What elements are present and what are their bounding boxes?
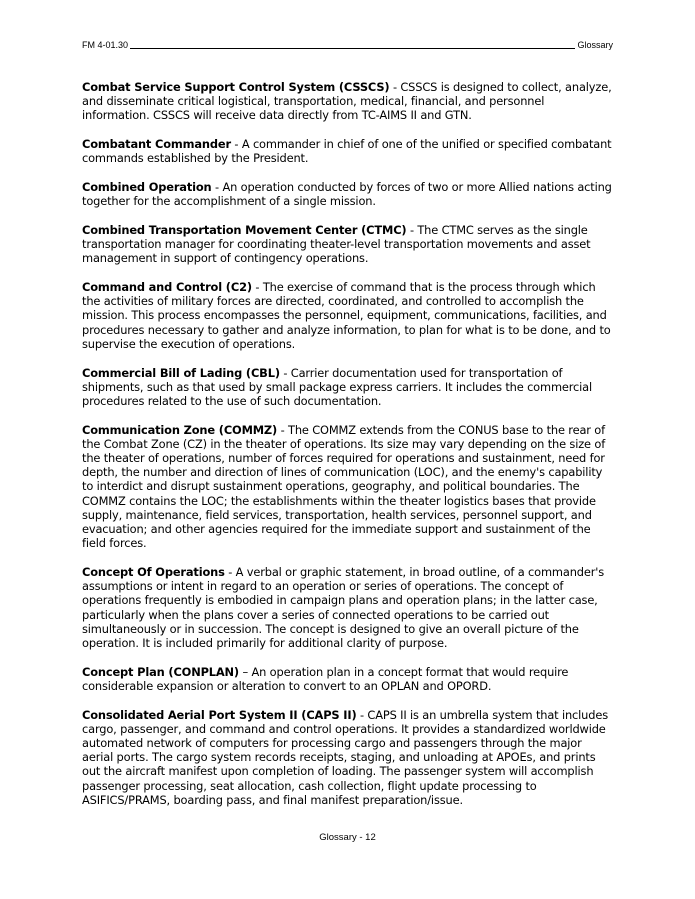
term-separator: -	[277, 422, 289, 437]
glossary-entry	[82, 665, 615, 693]
term-separator: -	[389, 80, 401, 94]
glossary-definition: An operation plan in a concept format that would require considerable expansion or alteration to convert to an OPLAN and OPORD.	[82, 664, 569, 693]
running-header	[82, 40, 613, 51]
glossary-entry	[82, 366, 615, 409]
glossary-definition: The CTMC serves as the single transportation manager for coordinating theater-level transportation movements and asset management in support of contingency operations.	[82, 222, 591, 266]
header-section-title: Glossary	[577, 40, 613, 50]
glossary-term: Combat Service Support Control System (CSSCS)	[82, 80, 390, 94]
glossary-entry	[82, 565, 615, 650]
page-number: Glossary - 12	[319, 832, 376, 843]
glossary-definition: A verbal or graphic statement, in broad outline, of a commander's assumptions or intent in regard to an operation or series of operations. The concept of operations frequently is embodied in campaign plans and operation plans; in the latter case, particularly when the plans cover a series of connected operations to be carried out simultaneously or in succession. The concept is designed to give an overall picture of the operation. It is included primarily for additional clarity of purpose.	[82, 564, 605, 650]
term-separator: -	[356, 707, 368, 722]
glossary-term: Communication Zone (COMMZ)	[82, 422, 278, 437]
glossary-term: Concept Plan (CONPLAN)	[82, 664, 239, 679]
glossary-term: Combatant Commander	[82, 137, 231, 152]
glossary-definition: An operation conducted by forces of two or more Allied nations acting together for the accomplishment of a single mission.	[82, 180, 612, 209]
glossary-definition: A commander in chief of one of the unified or specified combatant commands established by the President.	[82, 137, 612, 166]
term-separator: -	[230, 137, 242, 152]
glossary-entry	[82, 280, 615, 351]
page-footer	[0, 832, 695, 843]
term-separator: –	[239, 664, 252, 679]
term-separator: -	[224, 564, 236, 579]
glossary-definition: Carrier documentation used for transportation of shipments, such as that used by small package express carriers. It includes the commercial procedures related to the use of such documentation.	[82, 365, 593, 408]
glossary-term: Command and Control (C2)	[82, 280, 252, 295]
glossary-term: Consolidated Aerial Port System II (CAPS II)	[82, 707, 357, 722]
glossary-entry	[82, 423, 615, 551]
header-rule	[130, 48, 575, 49]
glossary-body	[82, 80, 615, 822]
term-separator: -	[211, 180, 223, 195]
term-separator: -	[406, 222, 418, 237]
glossary-term: Combined Operation	[82, 180, 212, 195]
glossary-term: Combined Transportation Movement Center (CTMC)	[82, 222, 407, 237]
glossary-entry	[82, 180, 615, 208]
glossary-term: Commercial Bill of Lading (CBL)	[82, 365, 280, 380]
glossary-definition: CSSCS is designed to collect, analyze, and disseminate critical logistical, transportation, medical, financial, and personnel information. CSSCS will receive data directly from TC-AIMS II and GTN.	[82, 80, 612, 123]
glossary-term: Concept Of Operations	[82, 564, 225, 579]
header-document-id: FM 4-01.30	[82, 40, 129, 50]
glossary-entry	[82, 80, 615, 123]
glossary-definition: CAPS II is an umbrella system that includes cargo, passenger, and command and control operations. It provides a standardized worldwide automated network of computers for processing cargo and passengers through the major aerial ports. The cargo system records receipts, staging, and unloading at APOEs, and prints out the aircraft manifest upon completion of loading. The passenger system will accomplish passenger processing, seat allocation, cash collection, flight update processing to ASIFICS/PRAMS, boarding pass, and final manifest preparation/issue.	[82, 707, 608, 807]
glossary-entry	[82, 137, 615, 165]
glossary-entry	[82, 708, 615, 807]
term-separator: -	[251, 280, 263, 295]
glossary-definition: The exercise of command that is the process through which the activities of military forces are directed, coordinated, and controlled to accomplish the mission. This process encompasses the personnel, equipment, communications, facilities, and procedures necessary to gather and analyze information, to plan for what is to be done, and to supervise the execution of operations.	[82, 280, 611, 351]
glossary-entry	[82, 223, 615, 266]
glossary-definition: The COMMZ extends from the CONUS base to the rear of the Combat Zone (CZ) in the theater of operations. Its size may vary depending on the size of the theater of operations, number of forces required for operations and sustainment, need for depth, the number and direction of lines of communication (LOC), and the enemy's capability to interdict and disrupt sustainment operations, geography, and political boundaries. The COMMZ contains the LOC; the establishments within the theater logistics bases that provide supply, maintenance, field services, transportation, health services, personnel support, and evacuation; and other agencies required for the immediate support and sustainment of the field forces.	[82, 422, 606, 551]
term-separator: -	[279, 365, 291, 380]
